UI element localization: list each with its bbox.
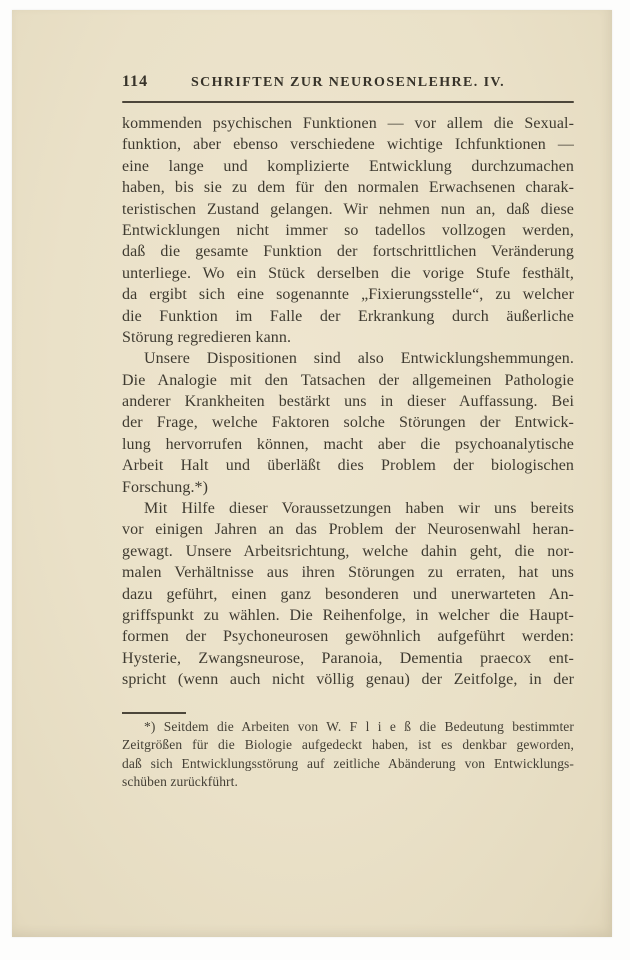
- header-rule: [122, 101, 574, 103]
- text-line: daß die gesamte Funktion der fortschrittlichen Veränderung: [122, 243, 574, 261]
- text-line: schüben zurückführt.: [122, 773, 238, 789]
- text-line: Forschung.*): [122, 478, 209, 496]
- text-line: anderer Krankheiten bestärkt uns in dieser Auffassung. Bei: [122, 393, 574, 411]
- text-line: malen Verhältnisse aus ihren Störungen zu erraten, hat uns: [122, 564, 574, 582]
- text-line: da ergibt sich eine sogenannte „Fixierungsstelle“, zu welcher: [122, 286, 574, 304]
- text-line: Arbeit Halt und überläßt dies Problem der biologischen: [122, 457, 574, 475]
- text-line: haben, bis sie zu dem für den normalen Erwachsenen charak-: [122, 179, 574, 197]
- text-line: unterliege. Wo ein Stück derselben die vorige Stufe festhält,: [122, 264, 574, 282]
- text-line: Hysterie, Zwangsneurose, Paranoia, Dementia praecox ent-: [122, 649, 574, 667]
- text-line: kommenden psychischen Funktionen — vor allem die Sexual-: [122, 115, 574, 132]
- text-line: Mit Hilfe dieser Voraussetzungen haben wir uns bereits: [144, 500, 574, 518]
- text-line: griffspunkt zu wählen. Die Reihenfolge, in welcher die Haupt-: [122, 606, 574, 624]
- text-line: die Funktion im Falle der Erkrankung durch äußerliche: [122, 307, 574, 325]
- book-page: [12, 10, 612, 937]
- body-text: [122, 113, 574, 691]
- text-line: Unsere Dispositionen sind also Entwicklungshemmungen.: [144, 350, 574, 368]
- footnote-separator-rule: [122, 712, 186, 714]
- text-line: Die Analogie mit den Tatsachen der allgemeinen Pathologie: [122, 371, 574, 389]
- text-line: daß sich Entwicklungsstörung auf zeitliche Abänderung von Entwicklungs-: [122, 755, 574, 771]
- text-line: Störung regredieren kann.: [122, 328, 292, 346]
- text-line: lung hervorrufen können, macht aber die psychoanalytische: [122, 435, 574, 453]
- text-line: teristischen Zustand gelangen. Wir nehmen nun an, daß diese: [122, 200, 574, 218]
- text-line: der Frage, welche Faktoren solche Störungen der Entwick-: [122, 414, 574, 432]
- page-header: [122, 72, 574, 94]
- running-header-title: SCHRIFTEN ZUR NEUROSENLEHRE. IV.: [190, 75, 506, 90]
- text-line: Entwicklungen nicht immer so tadellos vollzogen werden,: [122, 221, 574, 239]
- text-line: dazu geführt, einen ganz besonderen und unerwarteten An-: [122, 585, 574, 603]
- text-line: Zeitgrößen für die Biologie aufgedeckt haben, ist es denkbar geworden,: [122, 737, 574, 753]
- text-line: formen der Psychoneurosen gewöhnlich aufgeführt werden:: [122, 628, 574, 646]
- page-number: 114: [122, 73, 149, 90]
- text-line: gewagt. Unsere Arbeitsrichtung, welche dahin geht, die nor-: [122, 542, 574, 560]
- text-line: vor einigen Jahren an das Problem der Neurosenwahl heran-: [122, 521, 574, 539]
- footnote-text: [122, 718, 574, 791]
- text-line: spricht (wenn auch nicht völlig genau) der Zeitfolge, in der: [122, 671, 574, 689]
- text-line: eine lange und komplizierte Entwicklung durchzumachen: [122, 157, 574, 175]
- text-line: *) Seitdem die Arbeiten von W. F l i e ß die Bedeutung bestimmter: [144, 719, 574, 734]
- text-line: funktion, aber ebenso verschiedene wichtige Ichfunktionen —: [122, 136, 574, 154]
